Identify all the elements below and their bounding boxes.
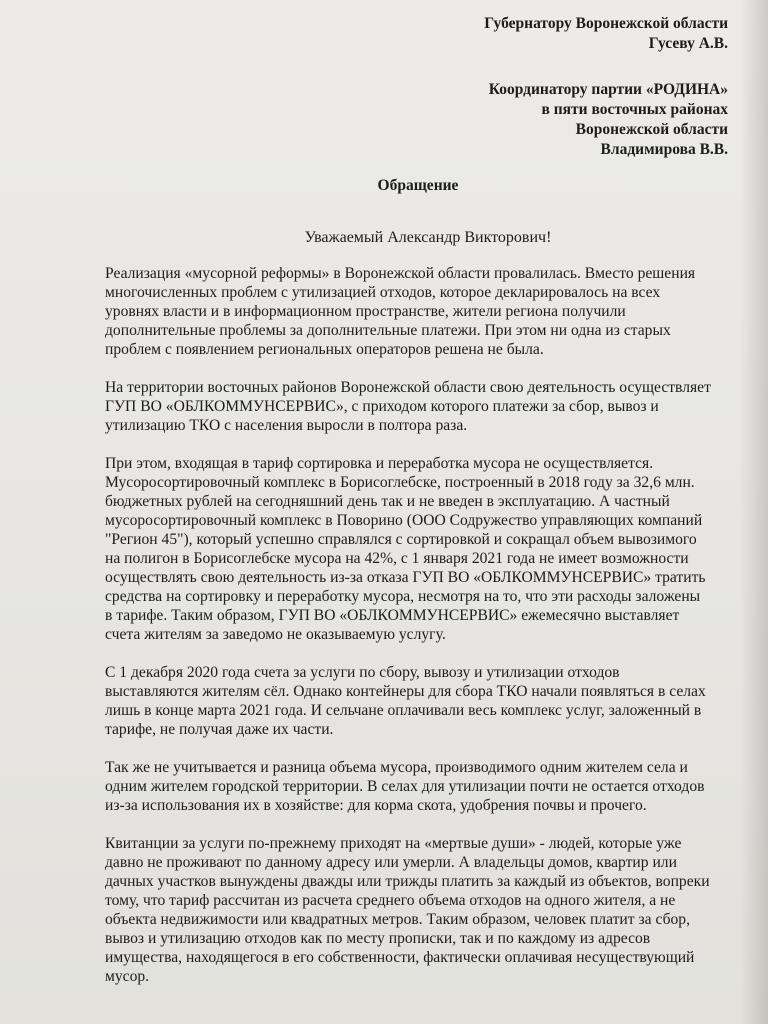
paragraph <box>105 264 745 359</box>
text-line: на полигон в Борисоглебске мусора на 42%, с 1 января 2021 года не имеет возможности <box>105 550 689 567</box>
text-line: проблем с появлением региональных операторов решена не была. <box>105 341 544 358</box>
text-line: На территории восточных районов Воронежской области свою деятельность осуществляет <box>105 379 711 396</box>
paragraph <box>105 663 745 739</box>
text-line: дополнительные проблемы за дополнительные платежи. При этом ни одна из старых <box>105 322 671 339</box>
text-line: Реализация «мусорной реформы» в Воронежской области провалилась. Вместо решения <box>105 265 696 282</box>
text-line: осуществлять свою деятельность из-за отказа ГУП ВО «ОБЛКОММУНСЕРВИС» тратить <box>105 569 706 586</box>
paragraph <box>105 454 745 644</box>
text-line: ГУП ВО «ОБЛКОММУНСЕРВИС», с приходом которого платежи за сбор, вывоз и <box>105 398 659 415</box>
text-line: в тарифе. Таким образом, ГУП ВО «ОБЛКОММУНСЕРВИС» ежемесячно выставляет <box>105 607 680 624</box>
text-line: тарифе, не получая даже их части. <box>105 721 334 738</box>
text-line: С 1 декабря 2020 года счета за услуги по сбору, вывозу и утилизации отходов <box>105 664 620 681</box>
addressee-governor <box>308 14 728 54</box>
paragraph <box>105 834 745 986</box>
text-line: дачных участков вынуждены дважды или трижды платить за каждый из объектов, вопреки <box>105 873 710 890</box>
salutation: Уважаемый Александр Викторович! <box>304 229 552 246</box>
text-line: Так же не учитывается и разница объема мусора, производимого одним жителем села и <box>105 759 688 776</box>
text-line: счета жителям за заведомо не оказываемую услугу. <box>105 626 446 643</box>
paragraph <box>105 378 745 435</box>
addressee-coordinator <box>308 80 728 160</box>
text-line: давно не проживают по данному адресу или умерли. А владельцы домов, квартир или <box>105 854 677 871</box>
text-line: лишь в конце марта 2021 года. И сельчане оплачивали весь комплекс услуг, заложенный в <box>105 702 702 719</box>
text-line: тому, что тариф рассчитан из расчета среднего объема отходов на одного жителя, а не <box>105 892 676 909</box>
text-line: средства на сортировку и переработку мусора, несмотря на то, что эти расходы заложены <box>105 588 701 605</box>
text-line: имущества, находящегося в его собственности, фактически оплачивая несуществующий <box>105 949 695 966</box>
text-line: уровнях власти и в информационном пространстве, жители региона получили <box>105 303 626 320</box>
text-line: мусоросортировочный комплекс в Поворино (ООО Содружество управляющих компаний <box>105 512 703 529</box>
text-line: выставляются жителям сёл. Однако контейнеры для сбора ТКО начали появляться в селах <box>105 683 706 700</box>
text-line: "Регион 45"), который успешно справлялся с сортировкой и сокращал объем вывозимого <box>105 531 697 548</box>
text-line: одним жителем городской территории. В селах для утилизации почти не остается отходов <box>105 778 705 795</box>
addressee-block <box>308 14 728 160</box>
text-line: Мусоросортировочный комплекс в Борисоглебске, построенный в 2018 году за 32,6 млн. <box>105 474 695 491</box>
paragraph <box>105 758 745 815</box>
addressee-line: Воронежской области <box>575 121 728 138</box>
text-line: вывоз и утилизацию отходов как по месту прописки, так и по каждому из адресов <box>105 930 651 947</box>
document-body <box>105 264 745 1005</box>
text-line: мусор. <box>105 968 150 985</box>
text-line: Квитанции за услуги по-прежнему приходят на «мертвые души» - людей, которые уже <box>105 835 682 852</box>
addressee-line: Гусеву А.В. <box>648 35 728 52</box>
addressee-line: Координатору партии «РОДИНА» <box>488 81 728 98</box>
addressee-line: Владимирова В.В. <box>600 141 728 158</box>
text-line: из-за использования их в хозяйстве: для корма скота, удобрения почвы и прочего. <box>105 797 647 814</box>
text-line: объекта недвижимости или квадратных метров. Таким образом, человек платит за сбор, <box>105 911 691 928</box>
text-line: При этом, входящая в тариф сортировка и переработка мусора не осуществляется. <box>105 455 654 472</box>
addressee-line: Губернатору Воронежской области <box>484 15 728 32</box>
text-line: утилизацию ТКО с населения выросли в полтора раза. <box>105 417 468 434</box>
document-title: Обращение <box>377 177 459 194</box>
addressee-line: в пяти восточных районах <box>541 101 728 118</box>
text-line: многочисленных проблем с утилизацией отходов, которое декларировалось на всех <box>105 284 661 301</box>
text-line: бюджетных рублей на сегодняшний день так и не введен в эксплуатацию. А частный <box>105 493 670 510</box>
